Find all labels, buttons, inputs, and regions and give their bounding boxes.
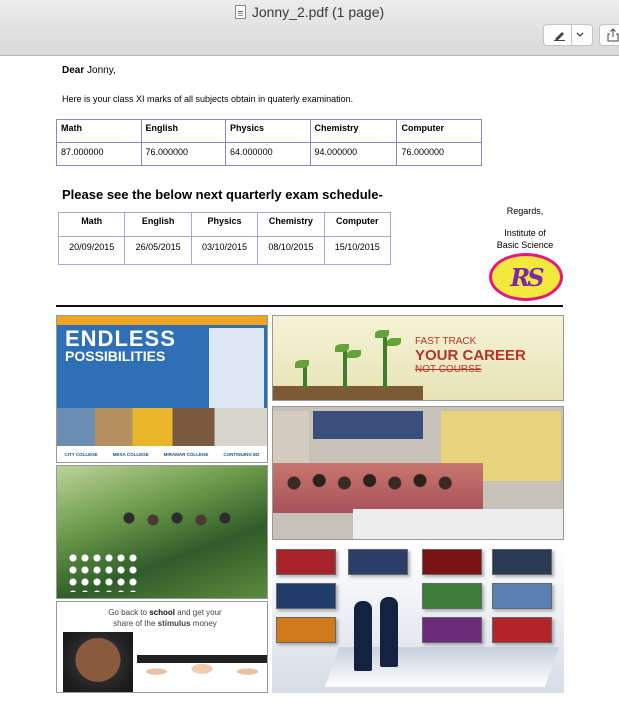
org-name-line1: Institute of <box>504 228 546 238</box>
marks-value-cell: 94.000000 <box>310 143 397 166</box>
schedule-header-cell: English <box>125 213 191 237</box>
schedule-date-cell: 15/10/2015 <box>324 237 390 265</box>
intro-text: Here is your class XI marks of all subjects obtain in quaterly examination. <box>62 94 354 104</box>
schedule-header-row <box>59 213 391 237</box>
career-line-2: YOUR CAREER <box>415 347 526 364</box>
website-thumbnail <box>422 583 482 609</box>
leaf-icon <box>335 344 349 352</box>
college-label: CONTINUING ED <box>223 451 260 457</box>
schedule-table <box>58 212 391 265</box>
career-ad-image <box>272 315 564 401</box>
pdf-page <box>0 57 619 703</box>
ad-headline-2: POSSIBILITIES <box>65 348 166 364</box>
schedule-header-cell: Computer <box>324 213 390 237</box>
pdf-document-icon <box>235 5 246 19</box>
leaf-icon <box>347 350 361 358</box>
org-name-line2: Basic Science <box>496 240 554 250</box>
schedule-header-cell: Physics <box>191 213 257 237</box>
leaf-icon <box>375 330 389 338</box>
divider-line <box>56 305 563 307</box>
career-line-1: FAST TRACK <box>415 336 477 347</box>
website-thumbnail <box>276 583 336 609</box>
marks-value-cell: 64.000000 <box>226 143 311 166</box>
recipient-name: Jonny, <box>87 65 116 76</box>
ad-footer <box>57 446 267 462</box>
school-ad-line-2: share of the stimulus money <box>113 619 217 628</box>
portrait <box>63 632 133 693</box>
marks-table <box>56 119 482 166</box>
institute-logo <box>489 253 563 301</box>
schedule-date-cell: 26/05/2015 <box>125 237 191 265</box>
marks-header-cell: English <box>141 120 226 143</box>
signature-block <box>490 205 560 251</box>
pen-icon <box>553 29 567 41</box>
web-design-image <box>272 545 564 693</box>
chevron-down-icon[interactable] <box>576 32 584 38</box>
marks-header-cell: Physics <box>226 120 311 143</box>
schedule-date-cell: 08/10/2015 <box>258 237 324 265</box>
college-label: MIRAMAR COLLEGE <box>163 451 209 457</box>
people-group <box>117 506 237 546</box>
schedule-date-row <box>59 237 391 265</box>
schedule-heading: Please see the below next quarterly exam schedule- <box>62 187 383 202</box>
regards-text: Regards, <box>506 206 544 216</box>
share-button[interactable] <box>599 24 619 46</box>
marks-header-cell: Math <box>57 120 142 143</box>
marks-header-row <box>57 120 482 143</box>
people-group <box>273 463 483 513</box>
website-thumbnail <box>422 617 482 643</box>
window-title: Jonny_2.pdf (1 page) <box>251 4 385 20</box>
college-label: MESA COLLEGE <box>112 451 149 457</box>
website-thumbnail <box>348 549 408 575</box>
silhouette-person <box>354 601 372 671</box>
group-photo-image <box>272 406 564 540</box>
schedule-date-cell: 20/09/2015 <box>59 237 125 265</box>
schedule-header-cell: Chemistry <box>258 213 324 237</box>
window-title-wrap <box>0 4 619 20</box>
website-thumbnail <box>276 549 336 575</box>
school-ad-line-1: Go back to school and get your <box>108 608 222 617</box>
logo-monogram: RS <box>510 262 542 292</box>
college-ad-image <box>56 315 268 463</box>
marks-header-cell: Computer <box>397 120 482 143</box>
graduates <box>137 638 267 693</box>
ad-headline-1: ENDLESS <box>65 326 176 351</box>
website-thumbnail <box>492 549 552 575</box>
leaf-icon <box>295 360 309 368</box>
marks-header-cell: Chemistry <box>310 120 397 143</box>
ad-side-panel <box>209 328 264 410</box>
greeting <box>62 65 116 76</box>
schedule-header-cell: Math <box>59 213 125 237</box>
salutation: Dear <box>62 65 85 76</box>
marks-value-row <box>57 143 482 166</box>
marks-value-cell: 76.000000 <box>397 143 482 166</box>
window-titlebar <box>0 0 619 56</box>
website-thumbnail <box>422 549 482 575</box>
website-thumbnail <box>492 617 552 643</box>
school-ad-image <box>56 601 268 693</box>
annotate-button[interactable] <box>543 24 593 46</box>
display-banner <box>313 411 423 439</box>
career-line-3: NOT COURSE <box>415 364 482 375</box>
plant-icon <box>303 366 307 388</box>
leaf-icon <box>387 338 401 346</box>
schedule-date-cell: 03/10/2015 <box>191 237 257 265</box>
ad-photo-strip <box>57 408 267 448</box>
ad-top-strip <box>57 316 267 325</box>
share-icon <box>607 28 619 42</box>
website-thumbnail <box>276 617 336 643</box>
soil-graphic <box>273 386 423 400</box>
website-thumbnail <box>492 583 552 609</box>
outdoor-photo-image <box>56 465 268 599</box>
college-label: CITY COLLEGE <box>64 451 98 457</box>
marks-value-cell: 87.000000 <box>57 143 142 166</box>
silhouette-person <box>380 597 398 667</box>
flowers <box>67 552 137 592</box>
desk <box>353 509 564 539</box>
marks-value-cell: 76.000000 <box>141 143 226 166</box>
